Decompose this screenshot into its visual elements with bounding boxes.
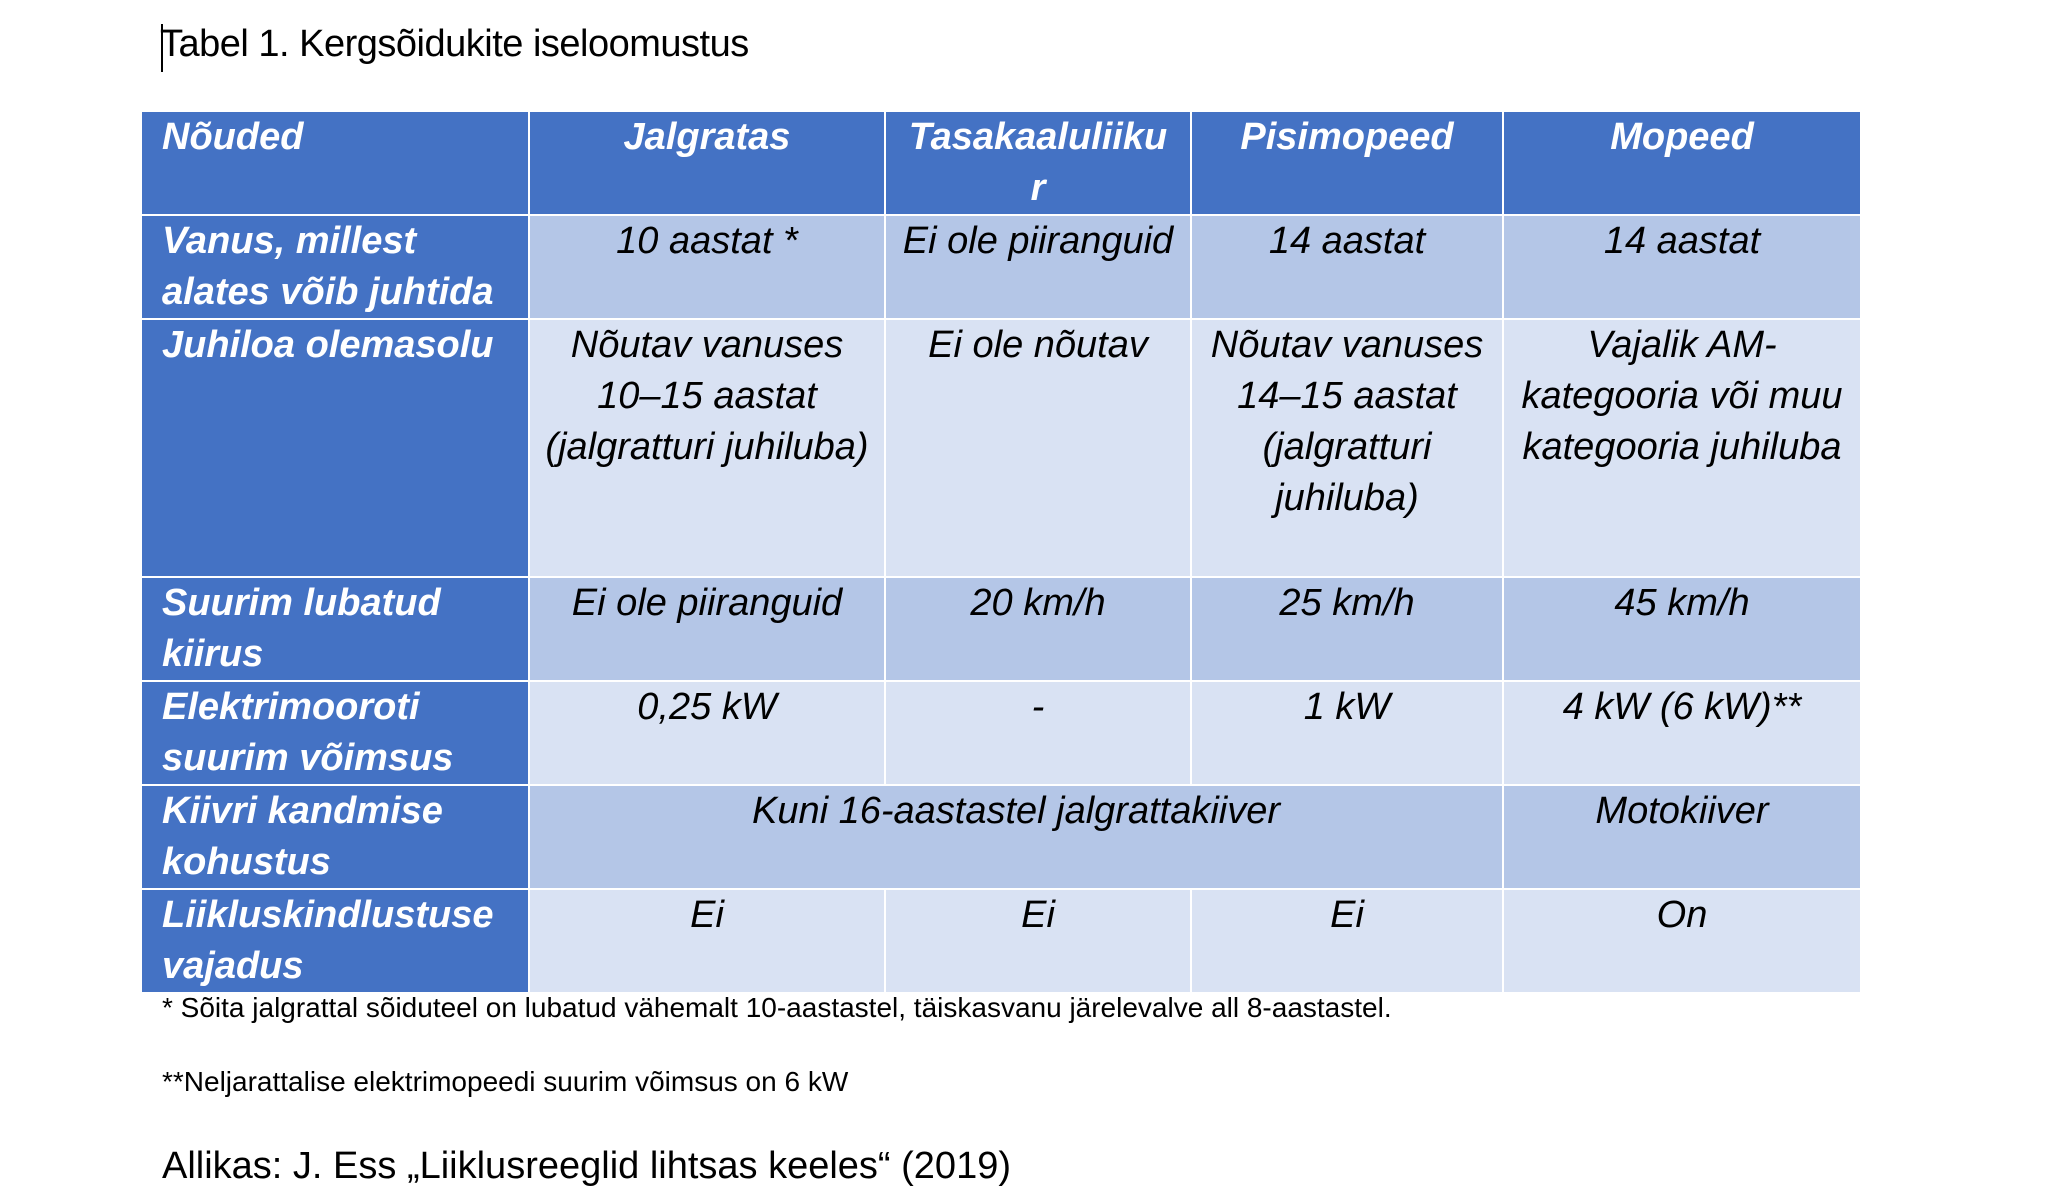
cell-age-moped: 14 aastat xyxy=(1503,215,1861,319)
cell-insurance-light-moped: Ei xyxy=(1191,889,1503,993)
table-row xyxy=(141,319,1861,577)
table-header-row xyxy=(141,111,1861,215)
row-label-age: Vanus, millest alates võib juhtida xyxy=(141,215,529,319)
vehicle-table xyxy=(140,110,1862,994)
cell-insurance-balance: Ei xyxy=(885,889,1191,993)
cell-power-balance: - xyxy=(885,681,1191,785)
cell-license-moped: Vajalik AM-kategooria või muu kategooria juhiluba xyxy=(1503,319,1861,577)
source-citation: Allikas: J. Ess „Liiklusreeglid lihtsas keeles“ (2019) xyxy=(162,1145,1011,1187)
header-requirements: Nõuded xyxy=(141,111,529,215)
cell-age-light-moped: 14 aastat xyxy=(1191,215,1503,319)
cell-age-bicycle: 10 aastat * xyxy=(529,215,885,319)
table-row xyxy=(141,681,1861,785)
header-bicycle: Jalgratas xyxy=(529,111,885,215)
cell-license-light-moped: Nõutav vanuses 14–15 aastat (jalgratturi juhiluba) xyxy=(1191,319,1503,577)
cell-insurance-moped: On xyxy=(1503,889,1861,993)
cell-speed-moped: 45 km/h xyxy=(1503,577,1861,681)
cell-speed-balance: 20 km/h xyxy=(885,577,1191,681)
row-label-speed: Suurim lubatud kiirus xyxy=(141,577,529,681)
cell-speed-bicycle: Ei ole piiranguid xyxy=(529,577,885,681)
table-row xyxy=(141,215,1861,319)
cell-power-moped: 4 kW (6 kW)** xyxy=(1503,681,1861,785)
table-row xyxy=(141,785,1861,889)
table-caption: Tabel 1. Kergsõidukite iseloomustus xyxy=(160,23,749,65)
table-row xyxy=(141,889,1861,993)
header-light-moped: Pisimopeed xyxy=(1191,111,1503,215)
header-moped: Mopeed xyxy=(1503,111,1861,215)
row-label-helmet: Kiivri kandmise kohustus xyxy=(141,785,529,889)
cell-power-bicycle: 0,25 kW xyxy=(529,681,885,785)
row-label-power: Elektrimooroti suurim võimsus xyxy=(141,681,529,785)
cell-license-bicycle: Nõutav vanuses 10–15 aastat (jalgratturi juhiluba) xyxy=(529,319,885,577)
footnote-1: * Sõita jalgrattal sõiduteel on lubatud vähemalt 10-aastastel, täiskasvanu järelevalve all 8-aastastel. xyxy=(162,992,1392,1023)
row-label-license: Juhiloa olemasolu xyxy=(141,319,529,577)
header-balance-vehicle: Tasakaaluliiku r xyxy=(885,111,1191,215)
cell-age-balance: Ei ole piiranguid xyxy=(885,215,1191,319)
cell-insurance-bicycle: Ei xyxy=(529,889,885,993)
cell-helmet-merged: Kuni 16-aastastel jalgrattakiiver xyxy=(529,785,1503,889)
cell-license-balance: Ei ole nõutav xyxy=(885,319,1191,577)
table-row xyxy=(141,577,1861,681)
footnote-2: **Neljarattalise elektrimopeedi suurim võimsus on 6 kW xyxy=(162,1066,849,1097)
row-label-insurance: Liikluskindlustuse vajadus xyxy=(141,889,529,993)
cell-helmet-moped: Motokiiver xyxy=(1503,785,1861,889)
cell-power-light-moped: 1 kW xyxy=(1191,681,1503,785)
cell-speed-light-moped: 25 km/h xyxy=(1191,577,1503,681)
